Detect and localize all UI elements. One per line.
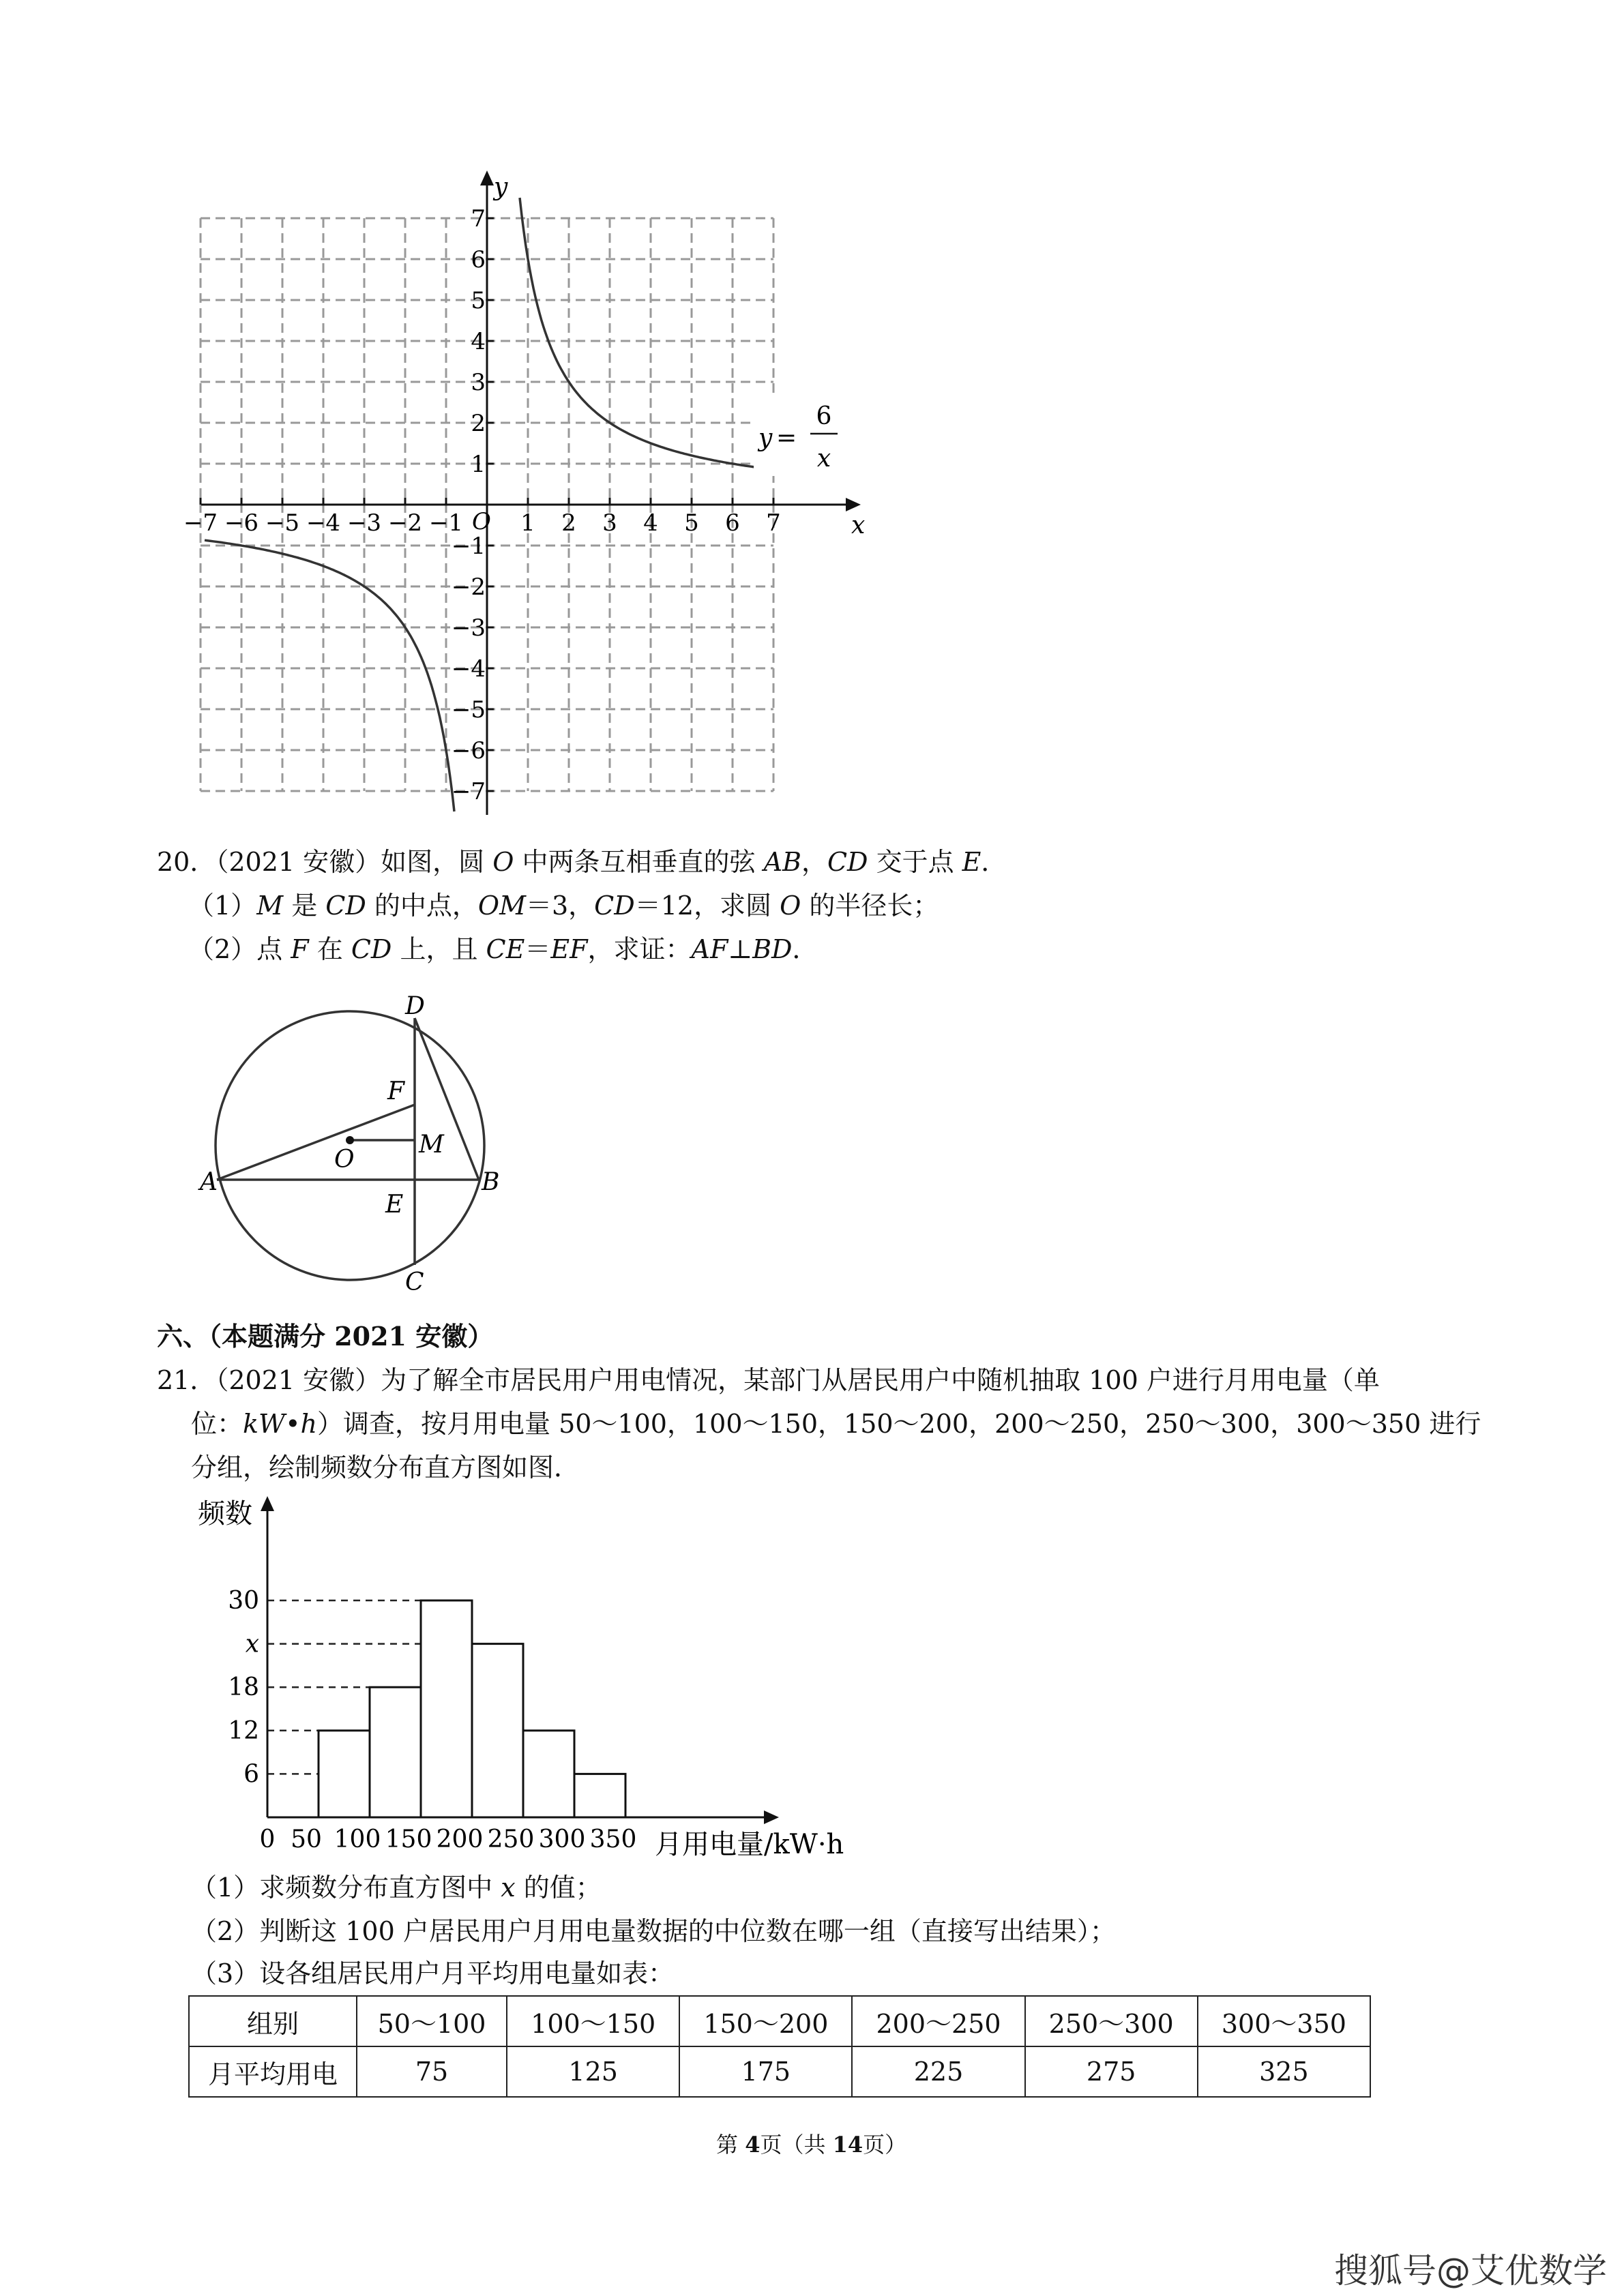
- x-axis-title: 月用电量/kW·h: [655, 1829, 844, 1860]
- histogram-bar: [319, 1731, 370, 1817]
- y-tick-label: 6: [471, 246, 486, 273]
- table-cell: 50～100: [357, 1996, 507, 2046]
- table-cell: 月平均用电: [189, 2046, 357, 2097]
- q21-sub2: （2）判断这 100 户居民用户月用电量数据的中位数在哪一组（直接写出结果）；: [191, 1916, 1116, 1946]
- histogram-bar: [421, 1600, 472, 1817]
- y-tick-label: 6: [243, 1760, 259, 1789]
- x-tick-label: −7: [183, 509, 218, 537]
- q20-part2: （2）点 F 在 CD 上，且 CE＝EF，求证：AF⊥BD．: [188, 934, 818, 964]
- circle-figure: [191, 982, 518, 1309]
- x-tick-label: 6: [725, 509, 740, 537]
- y-axis-arrow: [480, 170, 494, 185]
- watermark: 搜狐号@艾优数学: [1334, 2251, 1607, 2291]
- section-heading: 六、（本题满分 2021 安徽）: [157, 1321, 494, 1352]
- x-axis-arrow: [846, 498, 861, 511]
- x-tick-label: 300: [538, 1825, 586, 1853]
- y-tick-label: 1: [471, 451, 486, 478]
- table-cell: 125: [507, 2046, 679, 2097]
- q20-part1: （1）M 是 CD 的中点，OM＝3，CD＝12，求圆 O 的半径长；: [188, 891, 939, 921]
- y-tick-label: 5: [471, 287, 486, 314]
- q21-stem-line2: 位：kW•h）调查，按月用电量 50～100，100～150，150～200，200～250，250～300，300～350 进行: [191, 1409, 1481, 1439]
- x-tick-label: −3: [346, 509, 382, 537]
- q21-stem-line1: 21．（2021 安徽）为了解全市居民用户用电情况，某部门从居民用户中随机抽取 100 户进行月用电量（单: [157, 1365, 1380, 1395]
- x-tick-label: 100: [334, 1825, 381, 1853]
- label-b: B: [482, 1168, 500, 1196]
- svg-text:x: x: [816, 445, 831, 473]
- table-cell: 150～200: [679, 1996, 852, 2046]
- y-tick-label: 12: [228, 1716, 259, 1745]
- label-e: E: [385, 1191, 404, 1219]
- x-tick-label: −6: [224, 509, 259, 537]
- formula-label: [754, 394, 842, 476]
- y-tick-label: x: [245, 1630, 259, 1658]
- table-cell: 200～250: [852, 1996, 1024, 2046]
- x-tick-label: 150: [385, 1825, 432, 1853]
- histogram-bar: [523, 1731, 574, 1817]
- x-tick-label: 7: [766, 509, 781, 537]
- x-axis-arrow: [764, 1810, 779, 1824]
- x-tick-label: −2: [387, 509, 423, 537]
- table-row: [189, 1996, 1370, 2046]
- y-tick-label: −4: [451, 655, 486, 683]
- table-cell: 75: [357, 2046, 507, 2097]
- y-tick-label: 30: [228, 1587, 259, 1615]
- table-cell: 175: [679, 2046, 852, 2097]
- table-cell: 250～300: [1025, 1996, 1198, 2046]
- label-d: D: [405, 992, 425, 1020]
- average-usage-table: [188, 1995, 1371, 2098]
- histogram: [191, 1487, 887, 1868]
- table-cell: 100～150: [507, 1996, 679, 2046]
- q21-sub3: （3）设各组居民用户月平均用电量如表：: [191, 1958, 675, 1988]
- bars: [319, 1600, 625, 1817]
- x-tick-label: 0: [259, 1825, 276, 1853]
- y-axis-arrow: [261, 1496, 274, 1511]
- svg-text:=: =: [776, 424, 797, 452]
- x-tick-label: 4: [643, 509, 658, 537]
- label-o: O: [334, 1146, 355, 1174]
- q20-stem: 20．（2021 安徽）如图，圆 O 中两条互相垂直的弦 AB，CD 交于点 E．: [157, 847, 1007, 877]
- table-cell: 组别: [189, 1996, 357, 2046]
- y-tick-label: −3: [451, 614, 486, 642]
- y-tick-label: 18: [228, 1673, 259, 1702]
- x-tick-label: 50: [291, 1825, 322, 1853]
- x-tick-label: −4: [306, 509, 341, 537]
- x-tick-label: 5: [684, 509, 699, 537]
- y-tick-labels: [228, 1587, 259, 1788]
- x-tick-label: −5: [265, 509, 300, 537]
- y-axis-label: y: [494, 173, 508, 201]
- y-tick-label: −6: [451, 737, 486, 764]
- x-tick-label: 350: [589, 1825, 637, 1853]
- label-a: A: [200, 1168, 218, 1196]
- table-cell: 300～350: [1198, 1996, 1370, 2046]
- y-tick-label: −2: [451, 573, 486, 601]
- y-tick-label: 4: [471, 328, 486, 355]
- y-tick-label: 3: [471, 369, 486, 396]
- center-point: [346, 1136, 354, 1144]
- x-tick-label: 200: [436, 1825, 484, 1853]
- hyperbola-graph: [183, 164, 887, 825]
- origin-label: O: [472, 508, 491, 535]
- hyperbola-branch-q1: [520, 198, 755, 467]
- label-f: F: [387, 1077, 404, 1105]
- x-tick-label: 2: [561, 509, 576, 537]
- y-tick-label: −5: [451, 696, 486, 724]
- q21-sub1: （1）求频数分布直方图中 x 的值；: [191, 1873, 602, 1903]
- table-row: [189, 2046, 1370, 2097]
- svg-text:6: 6: [816, 402, 832, 430]
- y-tick-label: 7: [471, 205, 486, 233]
- histogram-bar: [472, 1644, 523, 1817]
- y-tick-label: 2: [471, 410, 486, 437]
- table-cell: 225: [852, 2046, 1024, 2097]
- x-tick-label: 250: [487, 1825, 535, 1853]
- x-axis-label: x: [851, 511, 866, 539]
- svg-text:y: y: [758, 424, 773, 452]
- y-tick-label: −7: [451, 778, 486, 805]
- table-cell: 275: [1025, 2046, 1198, 2097]
- y-tick-label: −1: [451, 533, 486, 560]
- q21-stem-line3: 分组，绘制频数分布直方图如图．: [191, 1452, 580, 1482]
- histogram-bar: [370, 1687, 421, 1817]
- x-tick-labels: [260, 1825, 637, 1853]
- y-axis-title: 频数: [198, 1498, 252, 1530]
- label-c: C: [405, 1268, 424, 1296]
- x-tick-label: 3: [602, 509, 617, 537]
- table-cell: 325: [1198, 2046, 1370, 2097]
- histogram-bar: [574, 1774, 625, 1817]
- x-tick-label: 1: [520, 509, 535, 537]
- page-footer: 第 4页（共 14页）: [716, 2132, 907, 2158]
- label-m: M: [419, 1131, 444, 1159]
- segment-af: [217, 1105, 415, 1180]
- x-tick-label: −1: [428, 509, 464, 537]
